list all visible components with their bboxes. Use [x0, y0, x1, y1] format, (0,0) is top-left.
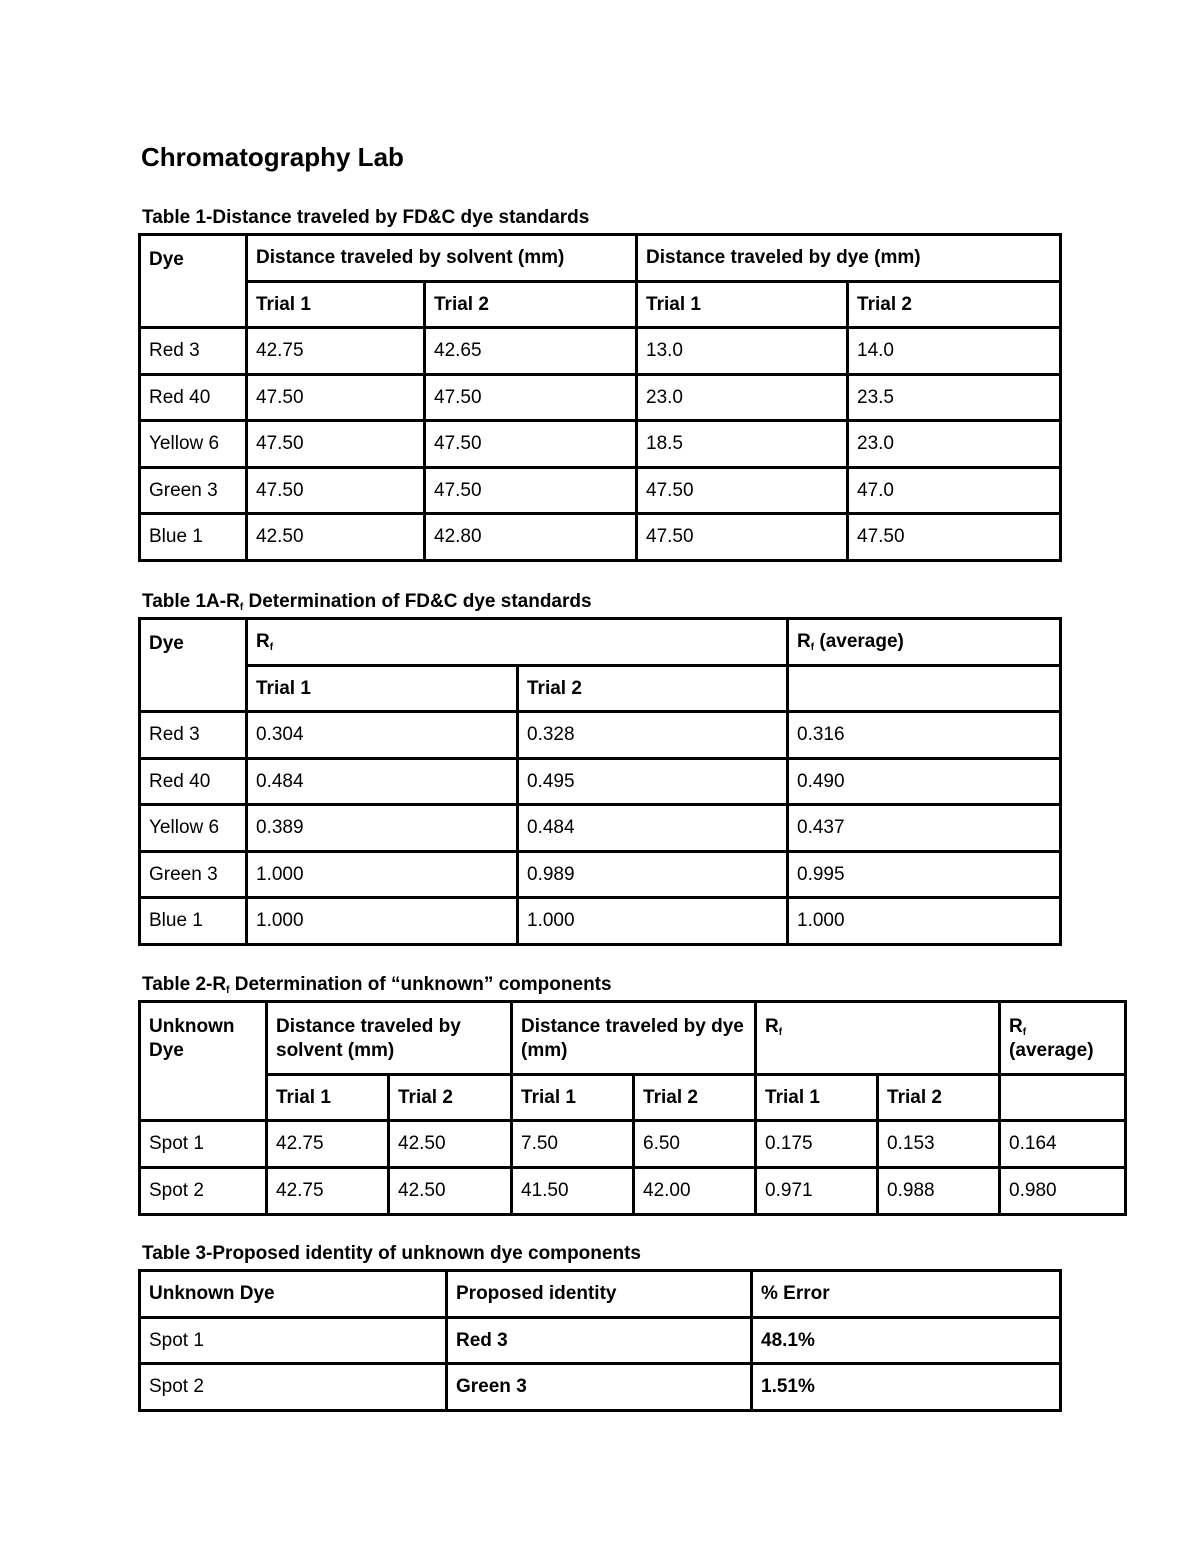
table2-header-solvent-trial2: Trial 2	[389, 1075, 512, 1121]
table2-cell-spot: Spot 2	[140, 1168, 267, 1215]
table1a-cell-dye: Yellow 6	[140, 805, 247, 852]
table1a-cell-average: 1.000	[788, 898, 1061, 945]
table1a-cell-average: 0.995	[788, 852, 1061, 898]
table1-cell-solvent-trial2: 47.50	[425, 468, 637, 514]
table1a	[138, 617, 1062, 946]
table2-header-solvent: Distance traveled by solvent (mm)	[267, 1002, 512, 1075]
table1a-header-dye: Dye	[140, 619, 247, 712]
table1-cell-dye-trial2: 14.0	[848, 328, 1061, 375]
table-row	[140, 514, 1061, 561]
table1-cell-solvent-trial1: 47.50	[247, 375, 425, 421]
table1a-caption-prefix: Table 1A-R	[142, 591, 240, 612]
table-row	[140, 1364, 1061, 1411]
table2-header-rf-trial1: Trial 1	[756, 1075, 878, 1121]
table2-header-dye-distance: Distance traveled by dye (mm)	[512, 1002, 756, 1075]
page-title: Chromatography Lab	[141, 142, 404, 172]
table1a-cell-trial2: 0.495	[518, 759, 788, 805]
table-row	[140, 468, 1061, 514]
table2-cell-solvent-trial2: 42.50	[389, 1168, 512, 1215]
table1a-header-rf-avg-suffix: (average)	[814, 631, 904, 652]
table1-cell-solvent-trial2: 47.50	[425, 375, 637, 421]
table1-header-solvent-trial2: Trial 2	[425, 282, 637, 328]
table1a-caption-suffix: Determination of FD&C dye standards	[243, 591, 592, 612]
table1a-cell-trial1: 1.000	[247, 898, 518, 945]
table1a-cell-trial1: 0.484	[247, 759, 518, 805]
table2-cell-dye-trial1: 41.50	[512, 1168, 634, 1215]
table2-header-rf-subscript: f	[778, 1027, 783, 1038]
table1-cell-solvent-trial2: 47.50	[425, 421, 637, 468]
table2-cell-dye-trial1: 7.50	[512, 1121, 634, 1168]
table1a-cell-trial2: 0.484	[518, 805, 788, 852]
table2-cell-solvent-trial1: 42.75	[267, 1121, 389, 1168]
table1a-cell-trial1: 0.304	[247, 712, 518, 759]
table3-header-proposed-identity: Proposed identity	[447, 1271, 752, 1318]
table1a-cell-dye: Red 40	[140, 759, 247, 805]
table1-cell-solvent-trial1: 47.50	[247, 468, 425, 514]
table2-header-rf-trial2: Trial 2	[878, 1075, 1000, 1121]
table1-cell-solvent-trial2: 42.80	[425, 514, 637, 561]
table1-cell-dye-trial2: 47.50	[848, 514, 1061, 561]
table1-cell-solvent-trial1: 42.50	[247, 514, 425, 561]
table1-cell-dye: Green 3	[140, 468, 247, 514]
table1-cell-dye: Red 40	[140, 375, 247, 421]
table1-cell-dye-trial1: 13.0	[637, 328, 848, 375]
table1-cell-solvent-trial2: 42.65	[425, 328, 637, 375]
table1a-header-empty	[788, 666, 1061, 712]
table2-cell-solvent-trial1: 42.75	[267, 1168, 389, 1215]
table2-cell-rf-average: 0.164	[1000, 1121, 1126, 1168]
table2-cell-rf-trial1: 0.971	[756, 1168, 878, 1215]
table1a-cell-trial2: 0.328	[518, 712, 788, 759]
table1-header-dye-distance: Distance traveled by dye (mm)	[637, 235, 1061, 282]
table1a-cell-average: 0.437	[788, 805, 1061, 852]
table1a-header-trial1: Trial 1	[247, 666, 518, 712]
table1a-header-rf-avg-subscript: f	[810, 642, 815, 653]
table-row	[140, 852, 1061, 898]
table2-caption-suffix: Determination of “unknown” components	[229, 974, 612, 995]
table-row	[140, 759, 1061, 805]
table1-cell-dye-trial2: 47.0	[848, 468, 1061, 514]
table1a-cell-average: 0.316	[788, 712, 1061, 759]
table1a-header-rf-subscript: f	[269, 642, 274, 653]
table1-caption: Table 1-Distance traveled by FD&C dye standards	[142, 207, 590, 228]
table1-cell-solvent-trial1: 42.75	[247, 328, 425, 375]
table1a-caption-subscript: f	[239, 602, 244, 613]
table1a-header-trial2: Trial 2	[518, 666, 788, 712]
table2-header-rf-average	[1000, 1002, 1126, 1075]
table1	[138, 233, 1062, 562]
table3-cell-spot: Spot 1	[140, 1318, 447, 1364]
table3-header-unknown-dye: Unknown Dye	[140, 1271, 447, 1318]
table1-cell-dye-trial1: 47.50	[637, 468, 848, 514]
table2-header-rf	[756, 1002, 1000, 1075]
table2-header-rf-label: R	[765, 1016, 779, 1037]
table1a-cell-dye: Red 3	[140, 712, 247, 759]
table2-caption-prefix: Table 2-R	[142, 974, 227, 995]
table-row	[140, 1121, 1126, 1168]
table-row	[140, 712, 1061, 759]
table2-header-dye-trial2: Trial 2	[634, 1075, 756, 1121]
table1a-cell-dye: Green 3	[140, 852, 247, 898]
table1a-cell-trial2: 0.989	[518, 852, 788, 898]
table1a-header-rf-label: R	[256, 631, 270, 652]
table-row	[140, 1318, 1061, 1364]
table1a-cell-trial2: 1.000	[518, 898, 788, 945]
table1-cell-solvent-trial1: 47.50	[247, 421, 425, 468]
table2-header-rf-avg-subscript: f	[1022, 1027, 1027, 1038]
table2-cell-rf-average: 0.980	[1000, 1168, 1126, 1215]
table1-cell-dye-trial1: 18.5	[637, 421, 848, 468]
table2-header-rf-avg-label: R	[1009, 1016, 1023, 1037]
table1a-cell-average: 0.490	[788, 759, 1061, 805]
table2	[138, 1000, 1127, 1216]
table3-caption: Table 3-Proposed identity of unknown dye components	[142, 1243, 641, 1264]
table-row	[140, 421, 1061, 468]
table1-header-dye-trial1: Trial 1	[637, 282, 848, 328]
table3-cell-identity: Green 3	[447, 1364, 752, 1411]
table3-cell-identity: Red 3	[447, 1318, 752, 1364]
table-row	[140, 805, 1061, 852]
table2-cell-dye-trial2: 42.00	[634, 1168, 756, 1215]
table-row	[140, 1168, 1126, 1215]
table1-cell-dye: Blue 1	[140, 514, 247, 561]
table1-cell-dye-trial2: 23.5	[848, 375, 1061, 421]
table1-header-dye-trial2: Trial 2	[848, 282, 1061, 328]
table3-cell-spot: Spot 2	[140, 1364, 447, 1411]
table-row	[140, 375, 1061, 421]
table-row	[140, 898, 1061, 945]
table2-cell-rf-trial1: 0.175	[756, 1121, 878, 1168]
table2-caption-subscript: f	[226, 985, 230, 996]
table1a-caption	[142, 591, 592, 613]
table2-caption	[142, 974, 612, 996]
table1-cell-dye-trial2: 23.0	[848, 421, 1061, 468]
table1-cell-dye: Red 3	[140, 328, 247, 375]
table2-header-rf-avg-suffix: (average)	[1009, 1040, 1094, 1061]
table1-header-solvent-trial1: Trial 1	[247, 282, 425, 328]
table1a-cell-trial1: 0.389	[247, 805, 518, 852]
table2-header-dye-trial1: Trial 1	[512, 1075, 634, 1121]
table3-cell-error: 1.51%	[752, 1364, 1061, 1411]
table1-cell-dye-trial1: 47.50	[637, 514, 848, 561]
table3-cell-error: 48.1%	[752, 1318, 1061, 1364]
table1-cell-dye-trial1: 23.0	[637, 375, 848, 421]
table1a-cell-dye: Blue 1	[140, 898, 247, 945]
table1a-cell-trial1: 1.000	[247, 852, 518, 898]
table-row	[140, 328, 1061, 375]
table1a-header-rf	[247, 619, 788, 666]
table2-cell-rf-trial2: 0.988	[878, 1168, 1000, 1215]
table1-header-solvent: Distance traveled by solvent (mm)	[247, 235, 637, 282]
table1-header-dye: Dye	[140, 235, 247, 328]
table2-cell-rf-trial2: 0.153	[878, 1121, 1000, 1168]
table2-header-empty	[1000, 1075, 1126, 1121]
table1a-header-rf-avg-label: R	[797, 631, 811, 652]
table2-cell-solvent-trial2: 42.50	[389, 1121, 512, 1168]
table2-cell-dye-trial2: 6.50	[634, 1121, 756, 1168]
table2-header-solvent-trial1: Trial 1	[267, 1075, 389, 1121]
table1a-header-rf-average	[788, 619, 1061, 666]
table2-cell-spot: Spot 1	[140, 1121, 267, 1168]
table3-header-percent-error: % Error	[752, 1271, 1061, 1318]
table3	[138, 1269, 1062, 1412]
table2-header-unknown-dye: Unknown Dye	[140, 1002, 267, 1121]
table1-cell-dye: Yellow 6	[140, 421, 247, 468]
